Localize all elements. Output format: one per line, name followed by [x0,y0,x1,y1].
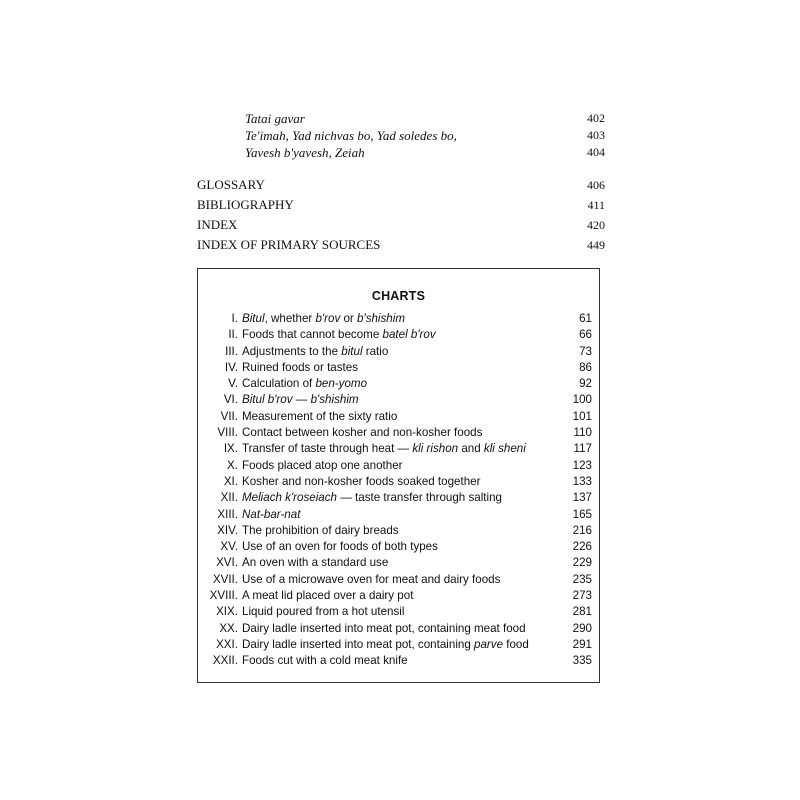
toc-entry[interactable] [245,127,605,144]
toc-entry-title: BIBLIOGRAPHY [197,197,294,212]
chart-entry[interactable] [198,637,599,653]
chart-entry-title-part: — [292,393,311,407]
chart-entry-title [242,490,549,506]
chart-entry-title-part: kli rishon [412,442,459,456]
toc-entry-page: 402 [587,111,605,125]
chart-entry-title-part: Foods placed atop one another [242,458,403,472]
chart-entry-title-part: Foods cut with a cold meat knife [242,654,408,668]
chart-entry-number: VII. [220,409,238,423]
chart-entry-number: XV. [220,540,238,554]
chart-entry-title [242,409,549,425]
chart-entry-page: 229 [572,556,592,570]
chart-entry-page: 92 [579,377,592,391]
chart-entry-page: 335 [572,654,592,668]
chart-entry-number: V. [228,377,238,391]
chart-entry-title-part: Calculation of [242,377,316,391]
chart-entry-number: XI. [223,474,238,488]
chart-entry[interactable] [198,360,599,376]
chart-entry-title-part: Use of a microwave oven for meat and dairy foods [242,572,501,586]
chart-entry-page: 235 [572,572,592,586]
chart-entry[interactable] [198,344,599,360]
toc-entry[interactable] [245,110,605,127]
chart-entry-title-part: Kosher and non-kosher foods soaked together [242,474,481,488]
chart-entry-title-part: Transfer of taste through heat — [242,442,413,456]
toc-entry-title: INDEX [197,217,238,232]
chart-entry-page: 291 [572,637,592,651]
chart-entry-title [242,588,549,604]
chart-entry-title-part: kli sheni [483,442,526,456]
chart-entry-number: XIII. [217,507,238,521]
chart-entry-number: X. [227,458,238,472]
chart-entry-title [242,425,549,441]
chart-entry-number: IV. [224,360,238,374]
toc-entry-title: INDEX OF PRIMARY SOURCES [197,237,381,252]
chart-entry-title [242,621,549,637]
toc-entry-title: Yavesh b'yavesh, Zeiah [245,145,365,160]
chart-entry-number: III. [225,344,238,358]
chart-entry-title-part: Nat-bar-nat [242,507,301,521]
chart-entry-title [242,653,549,669]
chart-entry-title-part: Use of an oven for foods of both types [242,540,438,554]
chart-entry-title-part: Liquid poured from a hot utensil [242,605,405,619]
toc-entry[interactable] [197,235,605,255]
chart-entry-title-part: b'shishim [357,312,405,325]
chart-entry-number: XIV. [217,523,238,537]
chart-entry-number: II. [228,328,238,342]
chart-entry[interactable] [198,507,599,523]
toc-entry-page: 420 [587,218,605,232]
chart-entry-title [242,441,549,457]
toc-entry-page: 406 [587,178,605,192]
charts-title: CHARTS [371,289,426,303]
chart-entry-title-part: Meliach k'roseiach [242,491,338,505]
chart-entry-title-part: ratio [362,344,389,358]
chart-entry[interactable] [198,311,599,327]
toc-entry[interactable] [197,195,605,215]
chart-entry[interactable] [198,653,599,669]
chart-entry-title-part: — taste transfer through salting [337,491,502,505]
chart-entry-title-part: batel b'rov [382,328,436,342]
chart-entry-number: XVI. [216,556,238,570]
chart-entry[interactable] [198,425,599,441]
chart-entry-page: 137 [572,491,592,505]
chart-entry-page: 61 [579,312,592,325]
chart-entry-page: 110 [573,426,592,440]
chart-entry[interactable] [198,327,599,343]
chart-entry-title-part: Foods that cannot become [242,328,383,342]
chart-entry-number: IX. [223,442,238,456]
chart-entry-page: 216 [572,523,592,537]
toc-entry-title: Te'imah, Yad nichvas bo, Yad soledes bo, [245,128,457,143]
chart-entry[interactable] [198,409,599,425]
chart-entry[interactable] [198,441,599,457]
chart-entry-page: 123 [572,458,592,472]
chart-entry[interactable] [198,539,599,555]
charts-list [198,311,599,670]
chart-entry-title-part: or [340,312,358,325]
chart-entry-title-part: parve [474,637,504,651]
chart-entry-title-part: ben-yomo [315,377,368,391]
chart-entry-title [242,555,549,571]
chart-entry-number: I. [231,312,238,325]
chart-entry[interactable] [198,474,599,490]
chart-entry-title-part: Dairy ladle inserted into meat pot, containing [242,637,475,651]
chart-entry-title-part: Measurement of the sixty ratio [242,409,398,423]
chart-entry-number: VI. [223,393,238,407]
chart-entry[interactable] [198,555,599,571]
toc-entry-title: GLOSSARY [197,177,265,192]
chart-entry[interactable] [198,392,599,408]
toc-main-entries [197,175,605,255]
toc-entry[interactable] [197,215,605,235]
chart-entry[interactable] [198,523,599,539]
chart-entry-page: 273 [572,589,592,603]
chart-entry-page: 117 [573,442,592,456]
chart-entry-title [242,311,549,327]
chart-entry-title [242,572,549,588]
chart-entry-page: 226 [572,540,592,554]
chart-entry-title [242,507,549,523]
toc-entry-page: 449 [587,238,605,252]
chart-entry[interactable] [198,572,599,588]
chart-entry-title [242,376,549,392]
chart-entry-number: XX. [219,621,238,635]
chart-entry-title-part: The prohibition of dairy breads [242,523,399,537]
chart-entry-page: 281 [572,605,592,619]
toc-entry[interactable] [197,175,605,195]
chart-entry-title-part: b'rov [315,312,341,325]
chart-entry-title-part: b'shishim [310,393,359,407]
chart-entry[interactable] [198,490,599,506]
chart-entry[interactable] [198,458,599,474]
toc-entry[interactable] [245,144,605,161]
chart-entry-title [242,344,549,360]
chart-entry-number: VIII. [217,426,238,440]
chart-entry-title [242,474,549,490]
chart-entry-title [242,360,549,376]
chart-entry-page: 133 [572,474,592,488]
chart-entry-page: 73 [579,344,592,358]
toc-subentries [245,110,605,161]
chart-entry-number: XVIII. [209,589,238,603]
chart-entry-title-part: Contact between kosher and non-kosher foods [242,426,483,440]
chart-entry-title-part: food [503,637,529,651]
chart-entry-number: XXII. [212,654,238,668]
chart-entry[interactable] [198,588,599,604]
chart-entry-title-part: bitul [341,344,363,358]
chart-entry-page: 66 [579,328,592,342]
chart-entry-title [242,637,549,653]
chart-entry-title [242,327,549,343]
toc-entry-title: Tatai gavar [245,111,305,126]
chart-entry-number: XIX. [216,605,238,619]
chart-entry[interactable] [198,376,599,392]
chart-entry-title [242,458,549,474]
chart-entry-page: 100 [572,393,592,407]
chart-entry-number: XVII. [212,572,238,586]
toc-entry-page: 403 [587,128,605,142]
chart-entry-title-part: An oven with a standard use [242,556,389,570]
chart-entry-title [242,604,549,620]
chart-entry-title-part: , whether [264,312,316,325]
chart-entry-title [242,523,549,539]
chart-entry-page: 165 [572,507,592,521]
chart-entry-title-part: Bitul b'rov [242,393,293,407]
chart-entry-title [242,539,549,555]
chart-entry-number: XII. [220,491,238,505]
chart-entry-title-part: Adjustments to the [242,344,342,358]
toc-entry-page: 411 [587,198,605,212]
chart-entry-title-part: Ruined foods or tastes [242,360,359,374]
chart-entry-title-part: and [458,442,484,456]
chart-entry-title-part: Bitul [242,312,265,325]
chart-entry-page: 101 [572,409,592,423]
chart-entry-title-part: Dairy ladle inserted into meat pot, containing meat food [242,621,526,635]
chart-entry[interactable] [198,621,599,637]
chart-entry-number: XXI. [216,637,238,651]
toc-entry-page: 404 [587,145,605,159]
chart-entry[interactable] [198,604,599,620]
chart-entry-title-part: A meat lid placed over a dairy pot [242,589,414,603]
chart-entry-page: 290 [572,621,592,635]
chart-entry-title [242,392,549,408]
chart-entry-page: 86 [579,360,592,374]
charts-box [197,268,600,683]
